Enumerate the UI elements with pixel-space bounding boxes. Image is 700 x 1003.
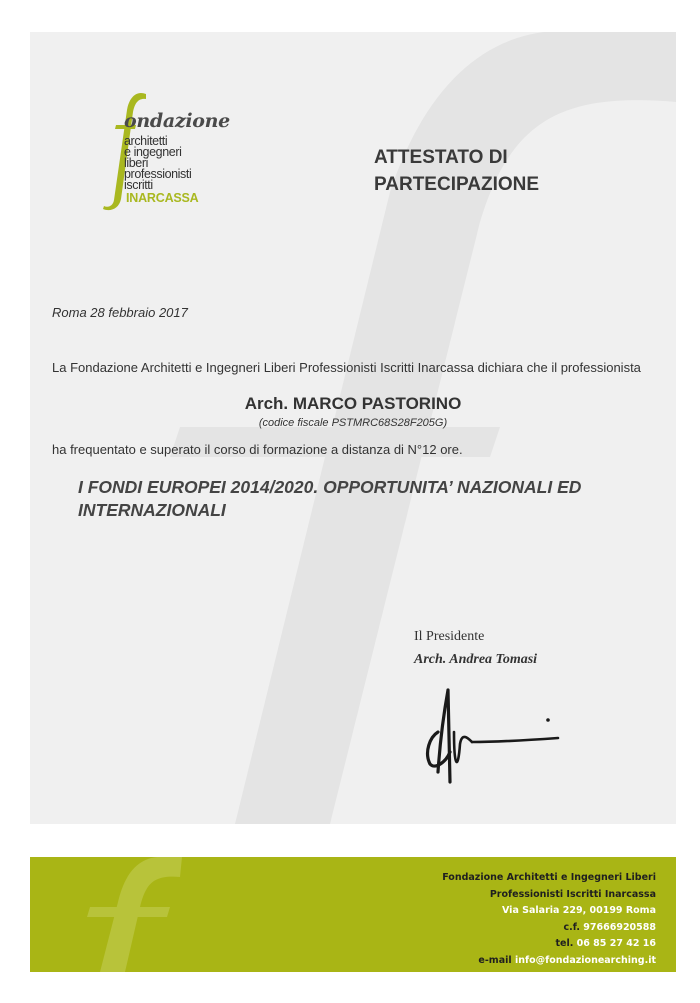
intro-statement: La Fondazione Architetti e Ingegneri Liberi Professionisti Iscritti Inarcassa dichiara che il professionista xyxy=(52,360,641,375)
issue-date: Roma 28 febbraio 2017 xyxy=(52,305,188,320)
logo-subtitle xyxy=(124,136,191,191)
footer-org-line-1: Fondazione Architetti e Ingegneri Liberi xyxy=(442,872,656,883)
president-role: Il Presidente xyxy=(414,629,485,644)
footer-tel xyxy=(442,936,656,953)
logo-line: iscritti xyxy=(124,178,153,192)
logo-brand: INARCASSA xyxy=(126,191,199,205)
footer-tel-label: tel. xyxy=(555,938,574,949)
footer-tel-value: 06 85 27 42 16 xyxy=(576,938,656,949)
logo-line: liberi xyxy=(124,156,148,170)
footer-email xyxy=(442,953,656,970)
footer-contact-block xyxy=(442,870,656,969)
certificate-sheet xyxy=(30,32,676,824)
logo-line: professionisti xyxy=(124,167,192,181)
course-title: I FONDI EUROPEI 2014/2020. OPPORTUNITA’ NAZIONALI ED INTERNAZIONALI xyxy=(78,477,582,520)
president-name: Arch. Andrea Tomasi xyxy=(414,652,538,667)
footer-f-watermark xyxy=(30,857,230,972)
footer-email-link[interactable]: info@fondazionearching.it xyxy=(514,954,656,966)
title-line-1: ATTESTATO DI xyxy=(374,147,508,168)
footer-email-label: e-mail xyxy=(478,954,512,966)
fondazione-logo xyxy=(102,92,262,212)
footer-org-line-2: Professionisti Iscritti Inarcassa xyxy=(489,888,656,900)
footer-cf xyxy=(442,920,656,937)
footer-address: Via Salaria 229, 00199 Roma xyxy=(502,905,656,916)
footer-cf-label: c.f. xyxy=(563,921,580,933)
footer-band xyxy=(30,857,676,972)
title-line-2: PARTECIPAZIONE xyxy=(374,174,540,195)
recipient-name: Arch. MARCO PASTORINO xyxy=(244,394,462,413)
recipient-tax-code: (codice fiscale PSTMRC68S28F205G) xyxy=(258,417,448,429)
logo-line: e ingegneri xyxy=(124,145,182,159)
certificate-title xyxy=(374,144,539,198)
logo-wordmark: ondazione xyxy=(124,110,230,132)
logo-line: architetti xyxy=(124,134,168,148)
footer-cf-value: 97666920588 xyxy=(583,921,656,933)
attendance-statement: ha frequentato e superato il corso di formazione a distanza di N°12 ore. xyxy=(52,442,463,457)
president-signature xyxy=(410,672,560,792)
